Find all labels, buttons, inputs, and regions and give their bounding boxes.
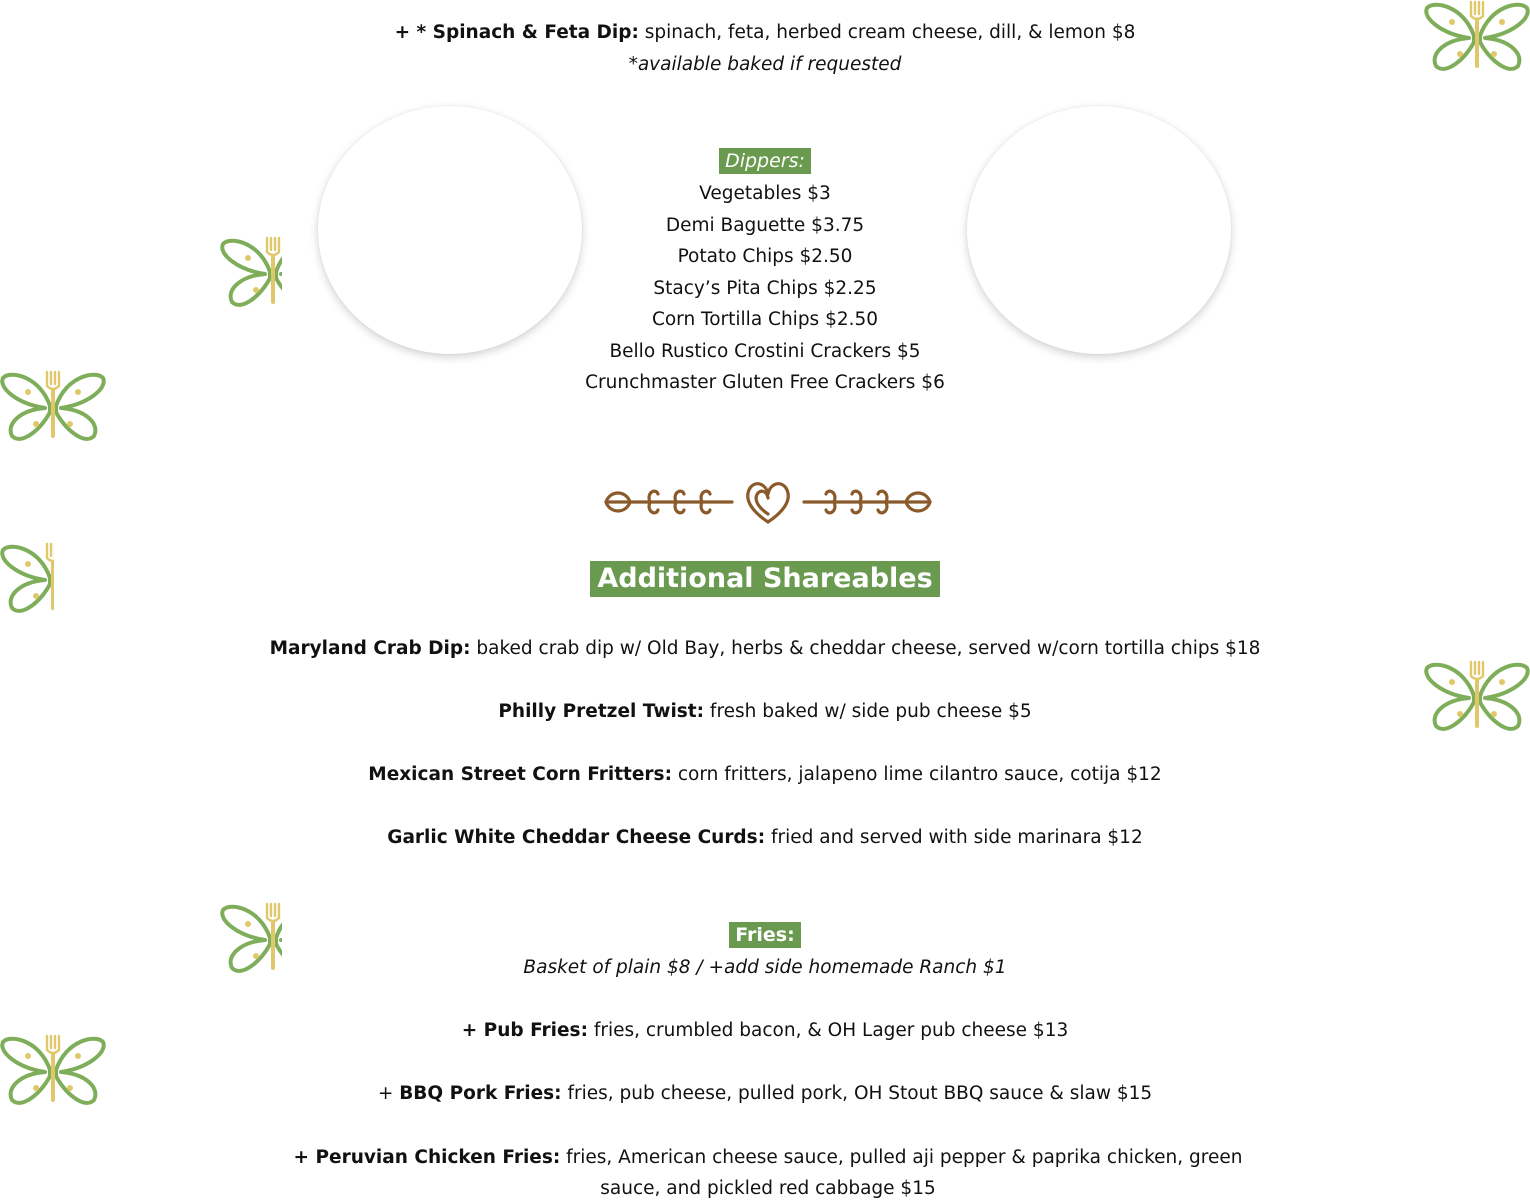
heart-vine-divider-icon [600,478,936,528]
shareable-item [0,637,1530,661]
shareable-item [0,763,1530,787]
fries-heading: Fries: [729,922,800,948]
dipper-item: Demi Baguette $3.75 [665,215,865,236]
shareable-desc: corn fritters, jalapeno lime cilantro sauce, cotija $12 [671,764,1162,785]
fries-name: + Pub Fries: [461,1020,588,1041]
fries-note: Basket of plain $8 / +add side homemade Ranch $1 [523,957,1007,978]
dipper-item: Crunchmaster Gluten Free Crackers $6 [585,372,945,393]
shareable-name: Philly Pretzel Twist: [498,701,705,722]
dippers-heading: Dippers: [719,148,811,174]
fries-desc: fries, American cheese sauce, pulled aji pepper & paprika chicken, green sauce, and pickled red cabbage $15 [560,1147,1243,1199]
dipper-item: Bello Rustico Crostini Crackers $5 [609,341,921,362]
fries-item-bbq [0,1082,1530,1106]
fries-heading-row [0,922,1530,948]
dippers-heading-row [0,148,1530,174]
shareable-name: Garlic White Cheddar Cheese Curds: [387,827,766,848]
dipper-item: Potato Chips $2.50 [677,246,853,267]
spinach-feta-dip-name: + * Spinach & Feta Dip: [394,22,639,43]
shareable-desc: fresh baked w/ side pub cheese $5 [704,701,1032,722]
dipper-item: Vegetables $3 [699,183,831,204]
butterfly-fork-icon [1424,656,1530,736]
baked-note: *available baked if requested [628,54,902,75]
fries-item-peruvian [290,1142,1246,1204]
spinach-feta-dip-item [0,21,1530,45]
fries-plus: + [377,1083,400,1104]
fries-name: + Peruvian Chicken Fries: [293,1147,561,1168]
shareable-desc: fried and served with side marinara $12 [765,827,1143,848]
shareable-item [0,826,1530,850]
fries-desc: fries, crumbled bacon, & OH Lager pub cheese $13 [587,1020,1069,1041]
shareable-name: Mexican Street Corn Fritters: [368,764,672,785]
shareables-heading-row [0,561,1530,600]
dipper-item: Corn Tortilla Chips $2.50 [651,309,879,330]
shareable-desc: baked crab dip w/ Old Bay, herbs & cheddar cheese, served w/corn tortilla chips $18 [470,638,1261,659]
dipper-item: Stacy’s Pita Chips $2.25 [653,278,877,299]
spinach-feta-dip-desc: spinach, feta, herbed cream cheese, dill, & lemon $8 [638,22,1136,43]
butterfly-fork-icon [1424,656,1530,736]
shareables-heading: Additional Shareables [590,561,939,597]
shareable-name: Maryland Crab Dip: [269,638,471,659]
shareable-item [0,700,1530,724]
fries-desc: fries, pub cheese, pulled pork, OH Stout BBQ sauce & slaw $15 [561,1083,1153,1104]
fries-item-pub [0,1019,1530,1043]
fries-name: BBQ Pork Fries: [399,1083,562,1104]
